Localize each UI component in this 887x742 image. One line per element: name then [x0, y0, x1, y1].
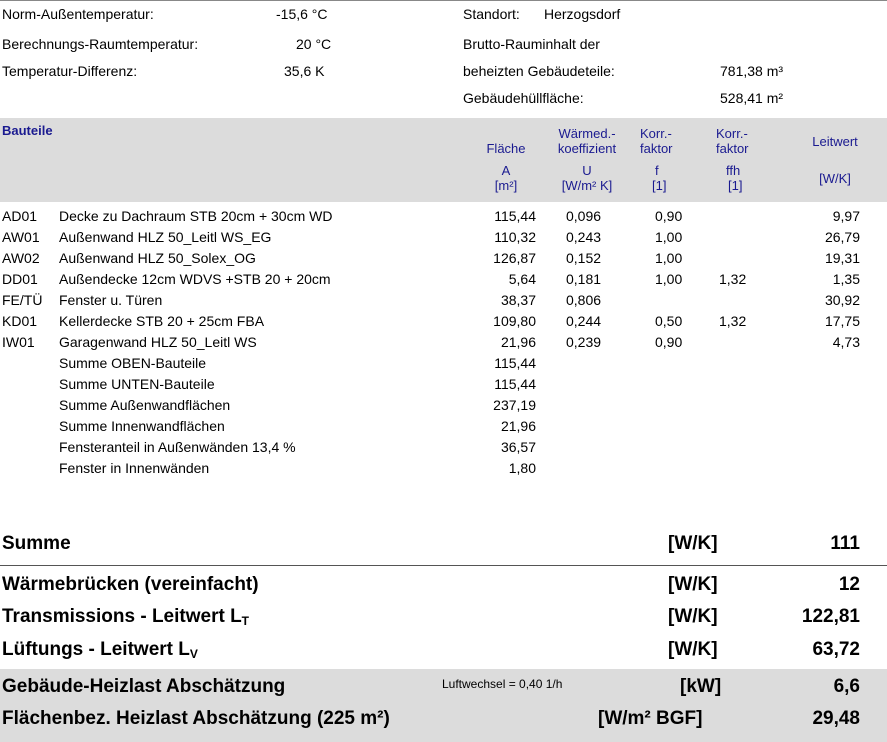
- lueftung-row: [0, 634, 887, 666]
- table-row: [0, 269, 887, 290]
- summe-value: 111: [830, 533, 860, 554]
- row-f-factor: 0,90: [655, 208, 683, 224]
- table-row: [0, 353, 887, 374]
- row-f-factor: 0,90: [655, 334, 683, 350]
- luftwechsel-note: Luftwechsel = 0,40 1/h: [442, 677, 563, 691]
- table-row: [0, 311, 887, 332]
- brutto-label-1: Brutto-Rauminhalt der: [463, 36, 600, 52]
- row-name: Fenster u. Türen: [59, 292, 163, 308]
- table-row: [0, 416, 887, 437]
- row-name: Außenwand HLZ 50_Solex_OG: [59, 250, 256, 266]
- row-code: KD01: [2, 313, 38, 329]
- table-row: [0, 227, 887, 248]
- row-area: 115,44: [494, 208, 536, 224]
- table-row: [0, 290, 887, 311]
- temp-diff-label: Temperatur-Differenz:: [2, 63, 138, 79]
- col-f: Korr.- faktor f [1]: [640, 126, 673, 193]
- col-bauteile: Bauteile: [2, 123, 53, 138]
- norm-temp-label: Norm-Außentemperatur:: [2, 6, 154, 22]
- row-area: 36,57: [500, 439, 536, 455]
- row-leitwert: 19,31: [824, 250, 860, 266]
- row-u-value: 0,239: [566, 334, 602, 350]
- lt-label: Transmissions - Leitwert $L_T$: [2, 606, 250, 628]
- standort-label: Standort:: [463, 6, 520, 22]
- table-row: [0, 206, 887, 227]
- summe-unit: [W/K]: [668, 533, 718, 554]
- table-row: [0, 248, 887, 269]
- lv-unit: [W/K]: [668, 639, 718, 660]
- wb-label: Wärmebrücken (vereinfacht): [2, 574, 259, 595]
- row-u-value: 0,152: [566, 250, 602, 266]
- wb-unit: [W/K]: [668, 574, 718, 595]
- table-row: [0, 437, 887, 458]
- row-code: IW01: [2, 334, 35, 350]
- row-u-value: 0,181: [566, 271, 602, 287]
- row-leitwert: 26,79: [824, 229, 860, 245]
- row-f-factor: 1,00: [655, 229, 683, 245]
- flaechen-heizlast-row: [0, 703, 887, 735]
- lt-unit: [W/K]: [668, 606, 718, 627]
- row-leitwert: 9,97: [832, 208, 860, 224]
- huell-label: Gebäudehüllfläche:: [463, 90, 584, 106]
- row-name: Decke zu Dachraum STB 20cm + 30cm WD: [59, 208, 333, 224]
- row-name: Außenwand HLZ 50_Leitl WS_EG: [59, 229, 272, 245]
- row-area: 21,96: [500, 334, 536, 350]
- fh-label: Flächenbez. Heizlast Abschätzung (225 m²): [2, 708, 390, 729]
- row-name: Summe OBEN-Bauteile: [59, 355, 207, 371]
- row-area: 115,44: [494, 376, 536, 392]
- fh-value: 29,48: [812, 708, 860, 729]
- row-code: AW01: [2, 229, 40, 245]
- col-leitwert: Leitwert [W/K]: [812, 134, 858, 186]
- col-u: Wärmed.- koeffizient U [W/m² K]: [557, 126, 617, 193]
- row-f-factor: 1,00: [655, 271, 683, 287]
- transmission-row: [0, 601, 887, 633]
- raum-temp-value: 20 °C: [296, 36, 332, 52]
- row-name: Fenster in Innenwänden: [59, 460, 210, 476]
- temp-diff-value: 35,6 K: [284, 63, 325, 79]
- raum-temp-label: Berechnungs-Raumtemperatur:: [2, 36, 199, 52]
- row-name: Außendecke 12cm WDVS +STB 20 + 20cm: [59, 271, 331, 287]
- summe-label: Summe: [2, 533, 71, 554]
- row-area: 115,44: [494, 355, 536, 371]
- wb-value: 12: [838, 574, 860, 595]
- summary-separator: [0, 565, 887, 566]
- row-u-value: 0,096: [566, 208, 602, 224]
- row-f-factor: 0,50: [655, 313, 683, 329]
- row-name: Fensteranteil in Außenwänden 13,4 %: [59, 439, 296, 455]
- row-name: Summe Außenwandflächen: [59, 397, 231, 413]
- brutto-label-2: beheizten Gebäudeteile:: [463, 63, 615, 79]
- row-ffh-factor: 1,32: [719, 271, 747, 287]
- row-area: 110,32: [494, 229, 536, 245]
- row-f-factor: 1,00: [655, 250, 683, 266]
- heizlast-row: [0, 671, 887, 703]
- row-area: 21,96: [500, 418, 536, 434]
- table-row: [0, 458, 887, 479]
- row-area: 38,37: [500, 292, 536, 308]
- top-rule: [0, 0, 887, 1]
- row-area: 237,19: [493, 397, 536, 413]
- row-name: Summe UNTEN-Bauteile: [59, 376, 215, 392]
- row-area: 109,80: [493, 313, 536, 329]
- row-name: Kellerdecke STB 20 + 25cm FBA: [59, 313, 265, 329]
- row-ffh-factor: 1,32: [719, 313, 747, 329]
- row-u-value: 0,243: [566, 229, 602, 245]
- standort-value: Herzogsdorf: [544, 6, 621, 22]
- huell-value: 528,41 m²: [720, 90, 784, 106]
- row-leitwert: 30,92: [824, 292, 860, 308]
- row-u-value: 0,244: [566, 313, 602, 329]
- table-row: [0, 395, 887, 416]
- row-name: Garagenwand HLZ 50_Leitl WS: [59, 334, 257, 350]
- fh-unit: [W/m² BGF]: [598, 708, 703, 729]
- row-code: AW02: [2, 250, 40, 266]
- waermebruecken-row: [0, 569, 887, 601]
- hl-value: 6,6: [833, 676, 860, 697]
- hl-label: Gebäude-Heizlast Abschätzung: [2, 676, 286, 697]
- row-area: 126,87: [493, 250, 536, 266]
- brutto-value: 781,38 m³: [720, 63, 784, 79]
- row-area: 1,80: [508, 460, 536, 476]
- row-code: DD01: [2, 271, 38, 287]
- row-leitwert: 1,35: [832, 271, 860, 287]
- norm-temp-value: -15,6 °C: [276, 6, 328, 22]
- table-row: [0, 374, 887, 395]
- lv-value: 63,72: [812, 639, 860, 660]
- col-flaeche: Fläche A [m²]: [486, 141, 526, 193]
- col-ffh: Korr.- faktor ffh [1]: [716, 126, 749, 193]
- summe-row: [0, 528, 887, 560]
- row-leitwert: 4,73: [832, 334, 860, 350]
- lv-label: Lüftungs - Leitwert $L_V$: [2, 639, 198, 661]
- row-area: 5,64: [508, 271, 536, 287]
- row-leitwert: 17,75: [824, 313, 860, 329]
- row-code: AD01: [2, 208, 38, 224]
- table-row: [0, 332, 887, 353]
- row-u-value: 0,806: [566, 292, 602, 308]
- row-code: FE/TÜ: [2, 292, 43, 308]
- lt-value: 122,81: [801, 606, 860, 627]
- hl-unit: [kW]: [680, 676, 722, 697]
- row-name: Summe Innenwandflächen: [59, 418, 225, 434]
